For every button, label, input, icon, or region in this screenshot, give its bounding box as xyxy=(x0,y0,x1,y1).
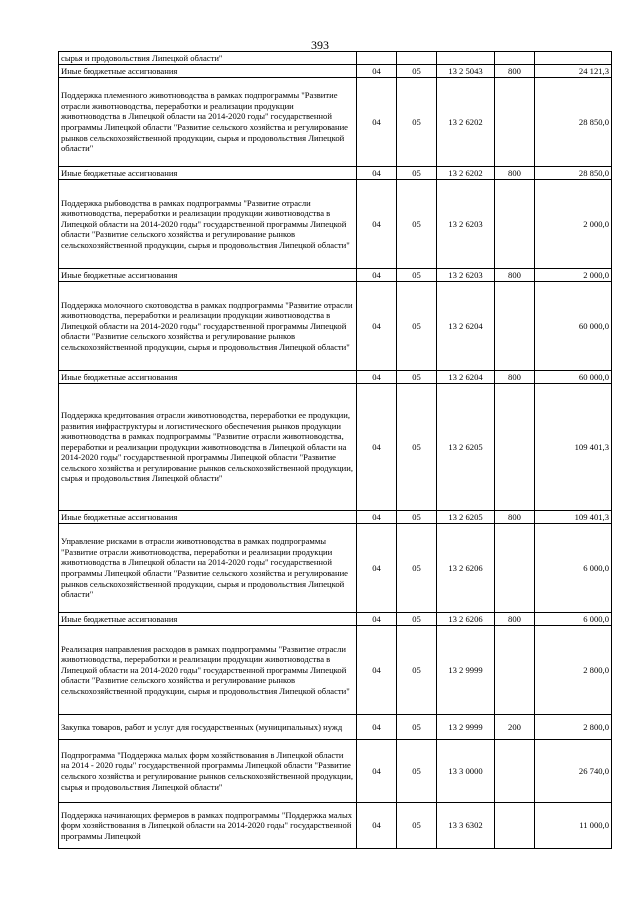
row-subsection: 05 xyxy=(397,384,437,511)
table-row xyxy=(59,384,612,511)
row-expense-type: 800 xyxy=(495,269,535,282)
table-row xyxy=(59,524,612,613)
row-name: Поддержка молочного скотоводства в рамках подпрограммы "Развитие отрасли животноводства, переработки и реализации продукции животноводства в Липецкой области на 2014-2020 годы" государственной программы Липецкой области "Развитие сельского хозяйства и регулирование рынков сельскохозяйственной продукции, сырья и продовольствия Липецкой области" xyxy=(59,282,357,371)
row-target-article: 13 3 6302 xyxy=(437,803,495,849)
row-subsection: 05 xyxy=(397,269,437,282)
table-row xyxy=(59,180,612,269)
row-subsection: 05 xyxy=(397,626,437,715)
row-sum: 2 800,0 xyxy=(535,715,612,740)
row-chapter: 04 xyxy=(357,511,397,524)
row-chapter: 04 xyxy=(357,282,397,371)
row-subsection: 05 xyxy=(397,740,437,803)
row-chapter: 04 xyxy=(357,65,397,78)
row-sum: 2 000,0 xyxy=(535,269,612,282)
row-expense-type xyxy=(495,78,535,167)
row-expense-type xyxy=(495,803,535,849)
row-target-article: 13 2 6205 xyxy=(437,384,495,511)
row-chapter: 04 xyxy=(357,613,397,626)
row-sum: 2 800,0 xyxy=(535,626,612,715)
row-name: Закупка товаров, работ и услуг для государственных (муниципальных) нужд xyxy=(59,715,357,740)
table-row xyxy=(59,65,612,78)
row-expense-type xyxy=(495,282,535,371)
row-sum: 24 121,3 xyxy=(535,65,612,78)
row-subsection xyxy=(397,52,437,65)
row-sum: 6 000,0 xyxy=(535,524,612,613)
row-expense-type xyxy=(495,384,535,511)
row-target-article: 13 2 6203 xyxy=(437,269,495,282)
budget-table xyxy=(58,51,612,849)
row-expense-type xyxy=(495,740,535,803)
row-chapter: 04 xyxy=(357,269,397,282)
page-number: 393 xyxy=(311,38,329,52)
row-sum: 2 000,0 xyxy=(535,180,612,269)
row-target-article: 13 2 5043 xyxy=(437,65,495,78)
row-expense-type: 200 xyxy=(495,715,535,740)
row-chapter: 04 xyxy=(357,626,397,715)
table-row xyxy=(59,613,612,626)
row-subsection: 05 xyxy=(397,524,437,613)
table-row xyxy=(59,511,612,524)
row-expense-type xyxy=(495,524,535,613)
row-chapter: 04 xyxy=(357,371,397,384)
row-expense-type xyxy=(495,180,535,269)
row-chapter: 04 xyxy=(357,384,397,511)
row-expense-type xyxy=(495,626,535,715)
row-subsection: 05 xyxy=(397,613,437,626)
row-expense-type: 800 xyxy=(495,371,535,384)
row-subsection: 05 xyxy=(397,78,437,167)
row-chapter: 04 xyxy=(357,715,397,740)
row-target-article: 13 2 6204 xyxy=(437,282,495,371)
row-sum: 6 000,0 xyxy=(535,613,612,626)
row-subsection: 05 xyxy=(397,65,437,78)
row-chapter xyxy=(357,52,397,65)
row-expense-type xyxy=(495,52,535,65)
row-subsection: 05 xyxy=(397,511,437,524)
row-target-article: 13 2 9999 xyxy=(437,715,495,740)
table-row xyxy=(59,715,612,740)
table-row xyxy=(59,78,612,167)
row-sum xyxy=(535,52,612,65)
row-target-article: 13 2 6204 xyxy=(437,371,495,384)
row-name: Реализация направления расходов в рамках подпрограммы "Развитие отрасли животноводства, переработки и реализации продукции животноводства в Липецкой области на 2014-2020 годы" государственной программы Липецкой области "Развитие сельского хозяйства и регулирование рынков сельскохозяйственной продукции, сырья и продовольствия Липецкой области" xyxy=(59,626,357,715)
table-row xyxy=(59,803,612,849)
row-sum: 11 000,0 xyxy=(535,803,612,849)
row-chapter: 04 xyxy=(357,524,397,613)
row-target-article: 13 3 0000 xyxy=(437,740,495,803)
row-name: Подпрограмма "Поддержка малых форм хозяйствования в Липецкой области на 2014 - 2020 годы" государственной программы Липецкой области "Развитие сельского хозяйства и регулирование рынков сельскохозяйственной продукции, сырья и продовольствия Липецкой области" xyxy=(59,740,357,803)
row-chapter: 04 xyxy=(357,167,397,180)
row-name: Поддержка кредитования отрасли животноводства, переработки ее продукции, развития инфраструктуры и логистического обеспечения рынков продукции животноводства в рамках подпрограммы "Развитие отрасли животноводства, переработки и реализации продукции животноводства в Липецкой области на 2014-2020 годы" государственной программы Липецкой области "Развитие сельского хозяйства и регулирование рынков сельскохозяйственной продукции, сырья и продовольствия Липецкой области" xyxy=(59,384,357,511)
row-expense-type: 800 xyxy=(495,167,535,180)
row-name: Иные бюджетные ассигнования xyxy=(59,371,357,384)
row-subsection: 05 xyxy=(397,371,437,384)
row-name: Иные бюджетные ассигнования xyxy=(59,613,357,626)
table-row xyxy=(59,167,612,180)
row-target-article: 13 2 6206 xyxy=(437,613,495,626)
row-name: Поддержка племенного животноводства в рамках подпрограммы "Развитие отрасли животноводства, переработки и реализации продукции животноводства в Липецкой области на 2014-2020 годы" государственной программы Липецкой области "Развитие сельского хозяйства и регулирование рынков сельскохозяйственной продукции, сырья и продовольствия Липецкой области" xyxy=(59,78,357,167)
row-subsection: 05 xyxy=(397,180,437,269)
row-sum: 60 000,0 xyxy=(535,371,612,384)
table-row xyxy=(59,282,612,371)
row-target-article: 13 2 6202 xyxy=(437,167,495,180)
row-sum: 60 000,0 xyxy=(535,282,612,371)
row-sum: 28 850,0 xyxy=(535,167,612,180)
row-chapter: 04 xyxy=(357,78,397,167)
row-name: сырья и продовольствия Липецкой области" xyxy=(59,52,357,65)
row-expense-type: 800 xyxy=(495,511,535,524)
table-row xyxy=(59,52,612,65)
row-sum: 28 850,0 xyxy=(535,78,612,167)
row-subsection: 05 xyxy=(397,803,437,849)
row-target-article: 13 2 9999 xyxy=(437,626,495,715)
row-sum: 26 740,0 xyxy=(535,740,612,803)
row-name: Иные бюджетные ассигнования xyxy=(59,65,357,78)
row-name: Управление рисками в отрасли животноводства в рамках подпрограммы "Развитие отрасли животноводства, переработки и реализации продукции животноводства в Липецкой области на 2014-2020 годы" государственной программы Липецкой области "Развитие сельского хозяйства и регулирование рынков сельскохозяйственной продукции, сырья и продовольствия Липецкой области" xyxy=(59,524,357,613)
row-target-article: 13 2 6205 xyxy=(437,511,495,524)
table-row xyxy=(59,740,612,803)
row-name: Поддержка начинающих фермеров в рамках подпрограммы "Поддержка малых форм хозяйствования в Липецкой области на 2014-2020 годы" государственной программы Липецкой xyxy=(59,803,357,849)
table-row xyxy=(59,269,612,282)
row-target-article: 13 2 6206 xyxy=(437,524,495,613)
row-subsection: 05 xyxy=(397,715,437,740)
row-expense-type: 800 xyxy=(495,65,535,78)
table-row xyxy=(59,626,612,715)
row-sum: 109 401,3 xyxy=(535,511,612,524)
row-name: Иные бюджетные ассигнования xyxy=(59,511,357,524)
row-chapter: 04 xyxy=(357,740,397,803)
table-row xyxy=(59,371,612,384)
row-target-article xyxy=(437,52,495,65)
row-sum: 109 401,3 xyxy=(535,384,612,511)
row-subsection: 05 xyxy=(397,167,437,180)
row-name: Поддержка рыбоводства в рамках подпрограммы "Развитие отрасли животноводства, переработки и реализации продукции животноводства в Липецкой области на 2014-2020 годы" государственной программы Липецкой области "Развитие сельского хозяйства и регулирование рынков сельскохозяйственной продукции, сырья и продовольствия Липецкой области" xyxy=(59,180,357,269)
row-target-article: 13 2 6202 xyxy=(437,78,495,167)
row-subsection: 05 xyxy=(397,282,437,371)
row-target-article: 13 2 6203 xyxy=(437,180,495,269)
row-expense-type: 800 xyxy=(495,613,535,626)
row-name: Иные бюджетные ассигнования xyxy=(59,167,357,180)
row-name: Иные бюджетные ассигнования xyxy=(59,269,357,282)
row-chapter: 04 xyxy=(357,803,397,849)
row-chapter: 04 xyxy=(357,180,397,269)
